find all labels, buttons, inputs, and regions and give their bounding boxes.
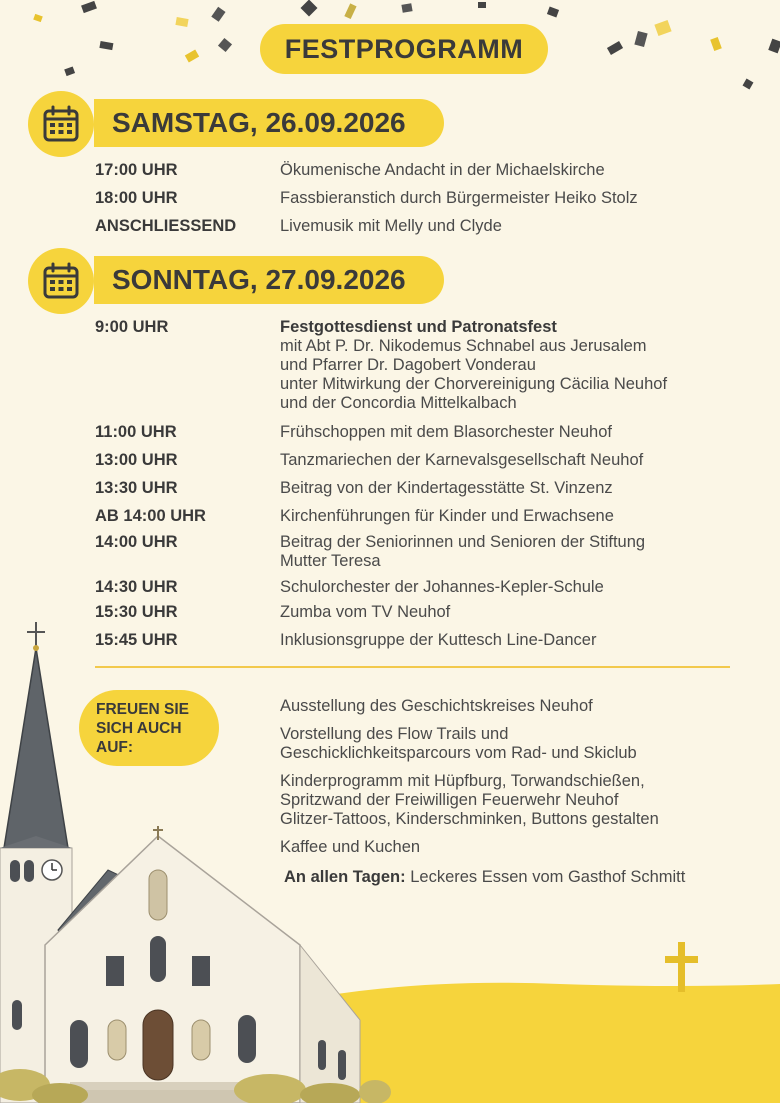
- schedule-time: 18:00 UHR: [95, 189, 178, 207]
- schedule-time: 9:00 UHR: [95, 318, 169, 336]
- extra-item: [280, 725, 750, 763]
- extra-item-line: Spritzwand der Freiwilligen Feuerwehr Neuhof: [280, 791, 619, 809]
- schedule-text: Schulorchester der Johannes-Kepler-Schule: [280, 578, 604, 596]
- freuen-badge: [79, 690, 219, 766]
- page-title: FESTPROGRAMM: [260, 24, 548, 74]
- calendar-icon: [28, 91, 94, 157]
- schedule-time: 17:00 UHR: [95, 161, 178, 179]
- all-days-note: [284, 868, 754, 887]
- schedule-row: [95, 217, 745, 236]
- freuen-label-line: AUF:: [96, 739, 134, 756]
- schedule-text: Inklusionsgruppe der Kuttesch Line-Dancer: [280, 631, 597, 649]
- mass-line: unter Mitwirkung der Chorvereinigung Cäcilia Neuhof: [280, 375, 668, 393]
- mass-line: mit Abt P. Dr. Nikodemus Schnabel aus Jerusalem: [280, 337, 647, 355]
- freuen-label-line: FREUEN SIE: [96, 701, 190, 718]
- calendar-icon: [28, 248, 94, 314]
- schedule-time: AB 14:00 UHR: [95, 507, 206, 525]
- schedule-time: 15:45 UHR: [95, 631, 178, 649]
- schedule-time: 13:00 UHR: [95, 451, 178, 469]
- schedule-text-line: Beitrag der Seniorinnen und Senioren der Stiftung: [280, 533, 646, 551]
- schedule-row: [95, 507, 745, 526]
- schedule-time: 14:00 UHR: [95, 533, 178, 551]
- schedule-text: Zumba vom TV Neuhof: [280, 603, 451, 621]
- schedule-row: [95, 479, 745, 498]
- extra-item-line: Glitzer-Tattoos, Kinderschminken, Buttons gestalten: [280, 810, 659, 828]
- extra-item-line: Kinderprogramm mit Hüpfburg, Torwandschießen,: [280, 772, 645, 790]
- extra-item: [280, 772, 750, 829]
- schedule-row: [95, 451, 745, 470]
- extra-item: [280, 697, 750, 716]
- schedule-text: Fassbieranstich durch Bürgermeister Heiko Stolz: [280, 189, 638, 207]
- extra-item-line: Ausstellung des Geschichtskreises Neuhof: [280, 697, 593, 715]
- schedule-text: Frühschoppen mit dem Blasorchester Neuhof: [280, 423, 612, 441]
- schedule-text: [280, 533, 740, 571]
- schedule-text-line: Mutter Teresa: [280, 552, 381, 570]
- schedule-text: Beitrag von der Kindertagesstätte St. Vinzenz: [280, 479, 613, 497]
- sunday-heading: SONNTAG, 27.09.2026: [94, 256, 444, 304]
- extra-item: [280, 838, 750, 857]
- extra-item-line: Kaffee und Kuchen: [280, 838, 421, 856]
- schedule-time: 14:30 UHR: [95, 578, 178, 596]
- schedule-text: Tanzmariechen der Karnevalsgesellschaft Neuhof: [280, 451, 644, 469]
- schedule-text: Ökumenische Andacht in der Michaelskirche: [280, 161, 605, 179]
- schedule-time: 11:00 UHR: [95, 423, 177, 441]
- saturday-heading: SAMSTAG, 26.09.2026: [94, 99, 444, 147]
- schedule-row: [95, 578, 745, 597]
- sunday-header: [28, 248, 448, 314]
- all-days-label: An allen Tagen:: [284, 868, 406, 886]
- all-days-text: Leckeres Essen vom Gasthof Schmitt: [410, 868, 686, 886]
- schedule-row: [95, 533, 745, 571]
- cross-icon: [665, 942, 698, 992]
- freuen-label-line: SICH AUCH: [96, 720, 182, 737]
- schedule-time: ANSCHLIESSEND: [95, 217, 237, 235]
- extra-item-line: Geschicklichkeitsparcours vom Rad- und Skiclub: [280, 744, 637, 762]
- saturday-header: [28, 91, 448, 157]
- schedule-time: 13:30 UHR: [95, 479, 178, 497]
- mass-line: und der Concordia Mittelkalbach: [280, 394, 517, 412]
- schedule-row: [95, 161, 745, 180]
- extra-item-line: Vorstellung des Flow Trails und: [280, 725, 509, 743]
- mass-line: und Pfarrer Dr. Dagobert Vonderau: [280, 356, 536, 374]
- schedule-time: 15:30 UHR: [95, 603, 178, 621]
- schedule-row: [95, 423, 745, 442]
- mass-title: Festgottesdienst und Patronatsfest: [280, 318, 557, 336]
- schedule-row: [95, 189, 745, 208]
- schedule-text: Livemusik mit Melly und Clyde: [280, 217, 502, 235]
- schedule-row: [95, 318, 745, 413]
- schedule-text: [280, 318, 740, 413]
- schedule-text: Kirchenführungen für Kinder und Erwachsene: [280, 507, 614, 525]
